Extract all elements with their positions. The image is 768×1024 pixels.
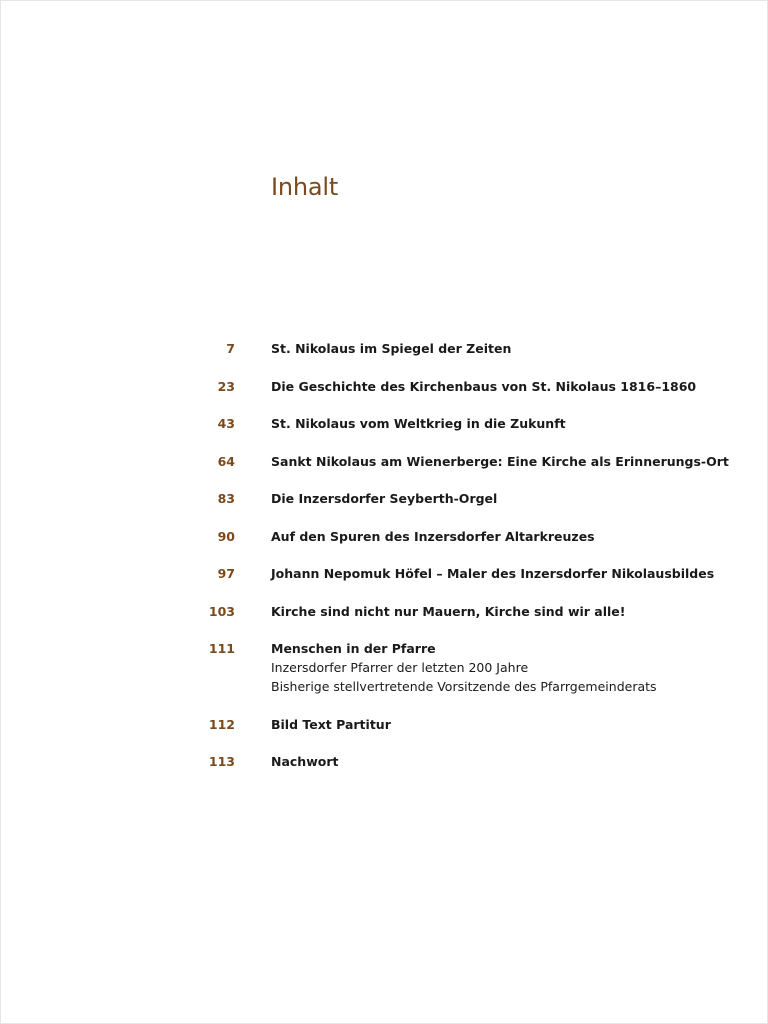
- toc-entry-title: St. Nikolaus im Spiegel der Zeiten: [271, 341, 512, 356]
- toc-page-number: 43: [217, 416, 235, 431]
- toc-entry-title: Auf den Spuren des Inzersdorfer Altarkreuzes: [271, 528, 595, 544]
- toc-entry[interactable]: [1, 640, 768, 696]
- toc-entry[interactable]: [1, 753, 768, 771]
- toc-entry[interactable]: [1, 490, 768, 508]
- toc-page-number: 113: [208, 754, 235, 769]
- toc-entry[interactable]: [1, 716, 768, 734]
- toc-page-number: 90: [217, 528, 235, 544]
- toc-entry-title: St. Nikolaus vom Weltkrieg in die Zukunft: [271, 416, 566, 431]
- toc-entry[interactable]: [1, 415, 768, 433]
- toc-entry-title: Nachwort: [271, 754, 339, 769]
- toc-entry-subtitle: Bisherige stellvertretende Vorsitzende des Pfarrgemeinderats: [271, 679, 657, 694]
- toc-entry-title: Die Inzersdorfer Seyberth-Orgel: [271, 491, 498, 506]
- toc-entry-title: Menschen in der Pfarre: [271, 641, 436, 656]
- toc-page-number: 23: [217, 378, 235, 394]
- toc-page-number: 111: [208, 641, 235, 656]
- toc-entry-title: Die Geschichte des Kirchenbaus von St. Nikolaus 1816–1860: [271, 378, 697, 394]
- toc-page-number: 7: [226, 341, 235, 356]
- toc-page-number: 97: [217, 566, 235, 581]
- toc-entry-title: Kirche sind nicht nur Mauern, Kirche sind wir alle!: [271, 603, 626, 619]
- toc-entry[interactable]: [1, 340, 768, 358]
- toc-entry[interactable]: [1, 603, 768, 621]
- toc-entry-title: Sankt Nikolaus am Wienerberge: Eine Kirche als Erinnerungs-Ort: [271, 453, 729, 469]
- toc-entry[interactable]: [1, 453, 768, 471]
- toc-page-number: 64: [217, 453, 235, 469]
- toc-page-number: 103: [208, 603, 235, 619]
- toc-entry-title: Johann Nepomuk Höfel – Maler des Inzersdorfer Nikolausbildes: [271, 566, 715, 581]
- toc-page-number: 83: [217, 491, 235, 506]
- page-title: Inhalt: [271, 173, 339, 201]
- table-of-contents: [1, 340, 768, 791]
- toc-entry-subtitle: Inzersdorfer Pfarrer der letzten 200 Jahre: [271, 660, 529, 675]
- toc-entry[interactable]: [1, 378, 768, 396]
- toc-entry[interactable]: [1, 528, 768, 546]
- toc-entry-title: Bild Text Partitur: [271, 716, 391, 732]
- toc-page-number: 112: [208, 716, 235, 732]
- toc-entry[interactable]: [1, 565, 768, 583]
